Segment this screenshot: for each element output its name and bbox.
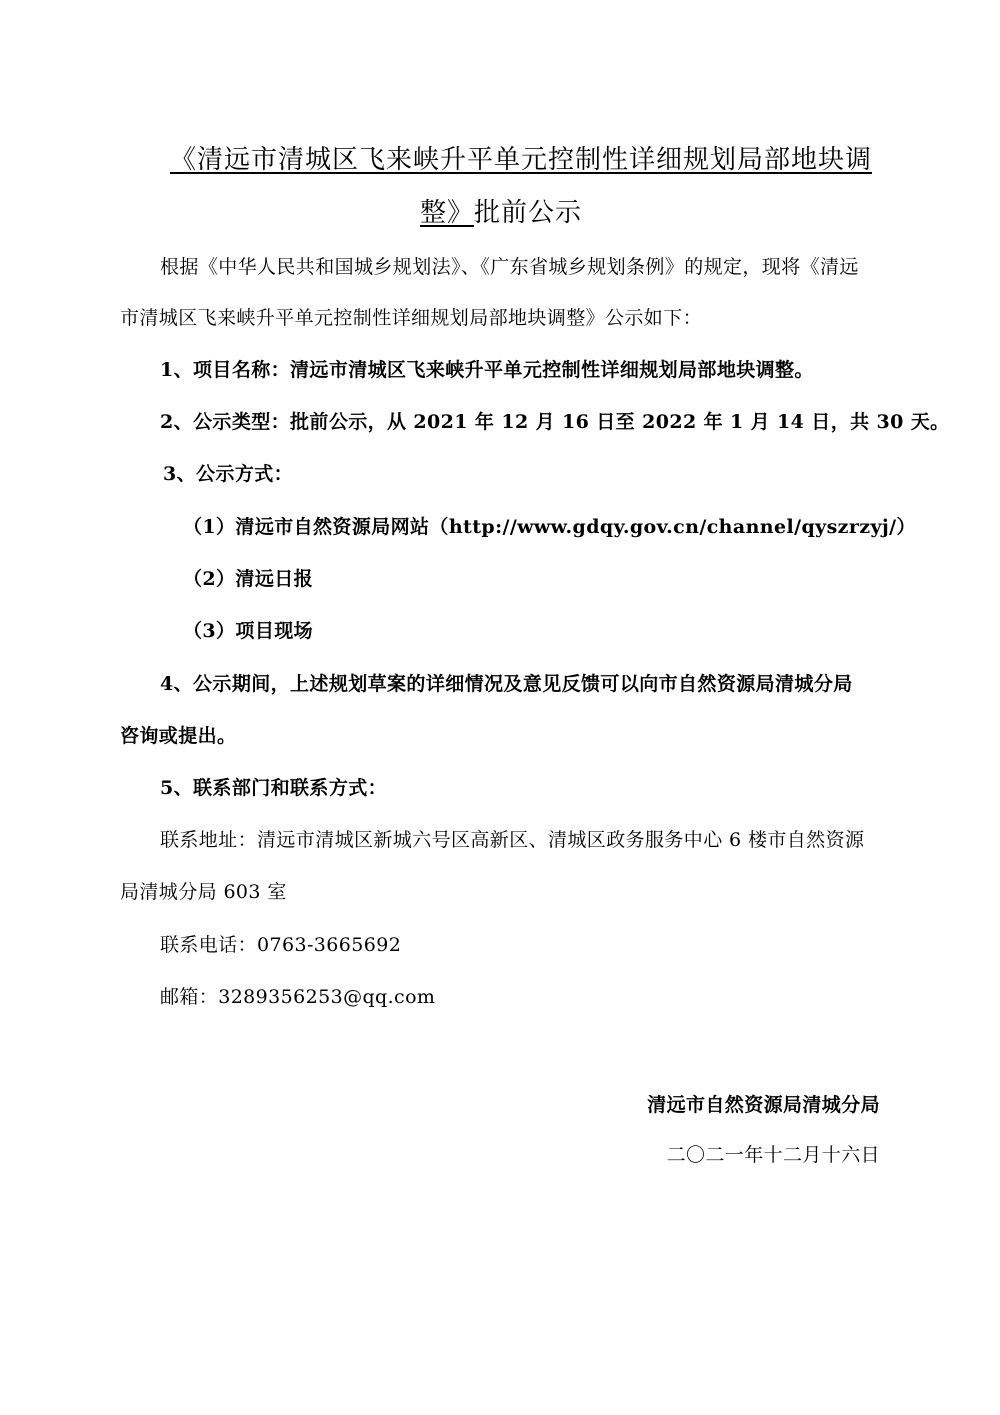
method-newspaper: （2）清远日报: [183, 568, 314, 590]
method-website: （1）清远市自然资源局网站（http://www.gdqy.gov.cn/channel/qyszrzyj/）: [183, 516, 916, 538]
item-notice-type: 2、公示类型：批前公示，从 2021 年 12 月 16 日至 2022 年 1 月 14 日，共 30 天。: [160, 411, 950, 433]
signature-date: 二〇二一年十二月十六日: [666, 1144, 880, 1166]
contact-email: 邮箱：3289356253@qq.com: [160, 986, 436, 1008]
document-title-line1: 《清远市清城区飞来峡升平单元控制性详细规划局部地块调: [170, 145, 873, 175]
document-title-line2: [420, 200, 582, 226]
method-site: （3）项目现场: [183, 620, 314, 642]
item-contact-heading: 5、联系部门和联系方式：: [160, 777, 388, 799]
item-feedback-line1: 4、公示期间，上述规划草案的详细情况及意见反馈可以向市自然资源局清城分局: [160, 673, 853, 695]
item-feedback-line2: 咨询或提出。: [120, 725, 237, 747]
intro-line1: 根据《中华人民共和国城乡规划法》、《广东省城乡规划条例》的规定，现将《清远: [160, 256, 859, 278]
document-title-rest: 批前公示: [474, 198, 583, 228]
document-title-underlined: 整》: [420, 198, 475, 228]
contact-address-line2: 局清城分局 603 室: [120, 881, 287, 903]
item-project-name: 1、项目名称：清远市清城区飞来峡升平单元控制性详细规划局部地块调整。: [160, 359, 814, 381]
contact-address-line1: 联系地址：清远市清城区新城六号区高新区、清城区政务服务中心 6 楼市自然资源: [160, 829, 865, 851]
contact-phone: 联系电话：0763-3665692: [160, 934, 402, 956]
intro-line2: 市清城区飞来峡升平单元控制性详细规划局部地块调整》公示如下：: [120, 307, 703, 329]
signature-organization: 清远市自然资源局清城分局: [647, 1094, 880, 1116]
item-notice-method: 3、公示方式：: [163, 463, 294, 485]
